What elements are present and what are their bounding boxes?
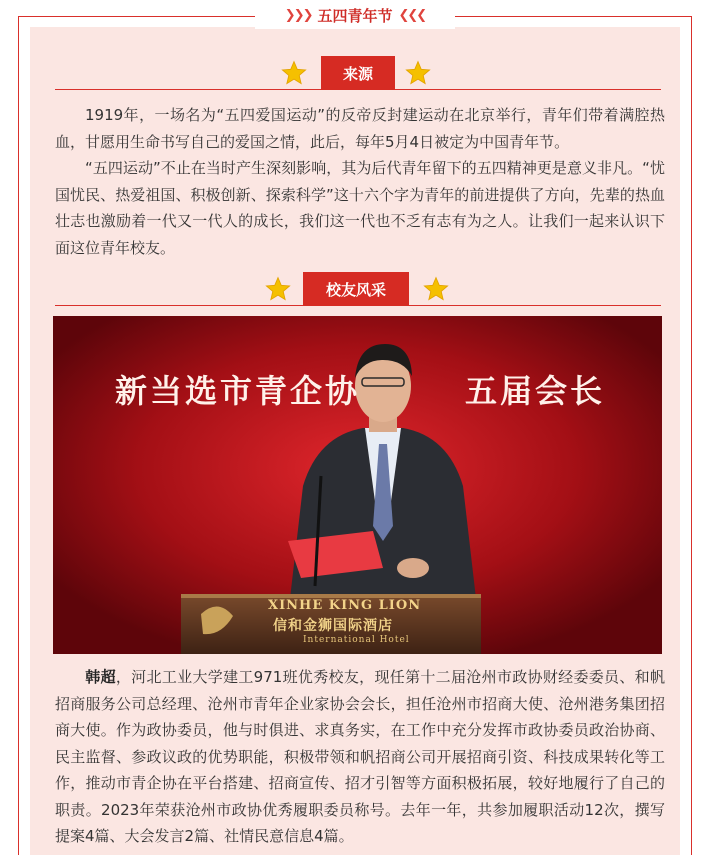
star-icon xyxy=(423,276,449,302)
podium-sub-text: International Hotel xyxy=(303,635,410,645)
alumni-paragraph xyxy=(55,664,665,850)
star-icon xyxy=(265,276,291,302)
section-source-header xyxy=(55,56,661,90)
alumni-bio: ，河北工业大学建工971班优秀校友，现任第十二届沧州市政协财经委委员、和帆招商服务公司总经理、沧州市青年企业家协会会长，担任沧州市招商大使、沧州港务集团招商大使。作为政协委员，他与时俱进、求真务实，在工作中充分发挥市政协委员政治协商、民主监督、参政议政的优势职能，积极带领和帆招商公司开展招商引资、科技成果转化等工作，推动市青企协在平台搭建、招商宣传、招才引智等方面积极拓展，较好地履行了自己的职责。2023年荣获沧州市政协优秀履职委员称号。去年一年，共参加履职活动12次，撰写提案4篇、大会发言2篇、社情民意信息4篇。 xyxy=(55,668,665,845)
alumni-photo xyxy=(53,316,662,654)
section-alumni-title: 校友风采 xyxy=(303,272,409,306)
header-badge xyxy=(255,1,455,29)
ribbon-right-icon: ❮❮❮ xyxy=(398,7,426,23)
podium-en-text: XINHE KING LION xyxy=(268,598,422,613)
ribbon-left-icon: ❯❯❯ xyxy=(284,7,312,23)
star-icon xyxy=(281,60,307,86)
page-title: 五四青年节 xyxy=(317,6,393,25)
intro-text-1: 1919年，一场名为“五四爱国运动”的反帝反封建运动在北京举行，青年们带着满腔热血，甘愿用生命书写自己的爱国之情，此后，每年5月4日被定为中国青年节。 xyxy=(55,106,665,151)
alumni-name: 韩超 xyxy=(85,668,116,686)
section-source-title: 来源 xyxy=(321,56,395,90)
intro-paragraph-1 xyxy=(55,102,665,155)
star-icon xyxy=(405,60,431,86)
photo-banner-left: 新当选市青企协 xyxy=(115,372,361,410)
podium-cn-text: 信和金狮国际酒店 xyxy=(273,618,393,634)
intro-text-2: “五四运动”不止在当时产生深刻影响，其为后代青年留下的五四精神更是意义非凡。“忧国忧民、热爱祖国、积极创新、探索科学”这十六个字为青年的前进提供了方向，先辈的热血壮志也激励着一代又一代人的成长，我们这一代也不乏有志有为之人。让我们一起来认识下面这位青年校友。 xyxy=(55,159,665,257)
photo-banner-right: 五届会长 xyxy=(465,372,606,410)
section-alumni-header xyxy=(55,272,661,306)
intro-paragraph-2 xyxy=(55,155,665,261)
